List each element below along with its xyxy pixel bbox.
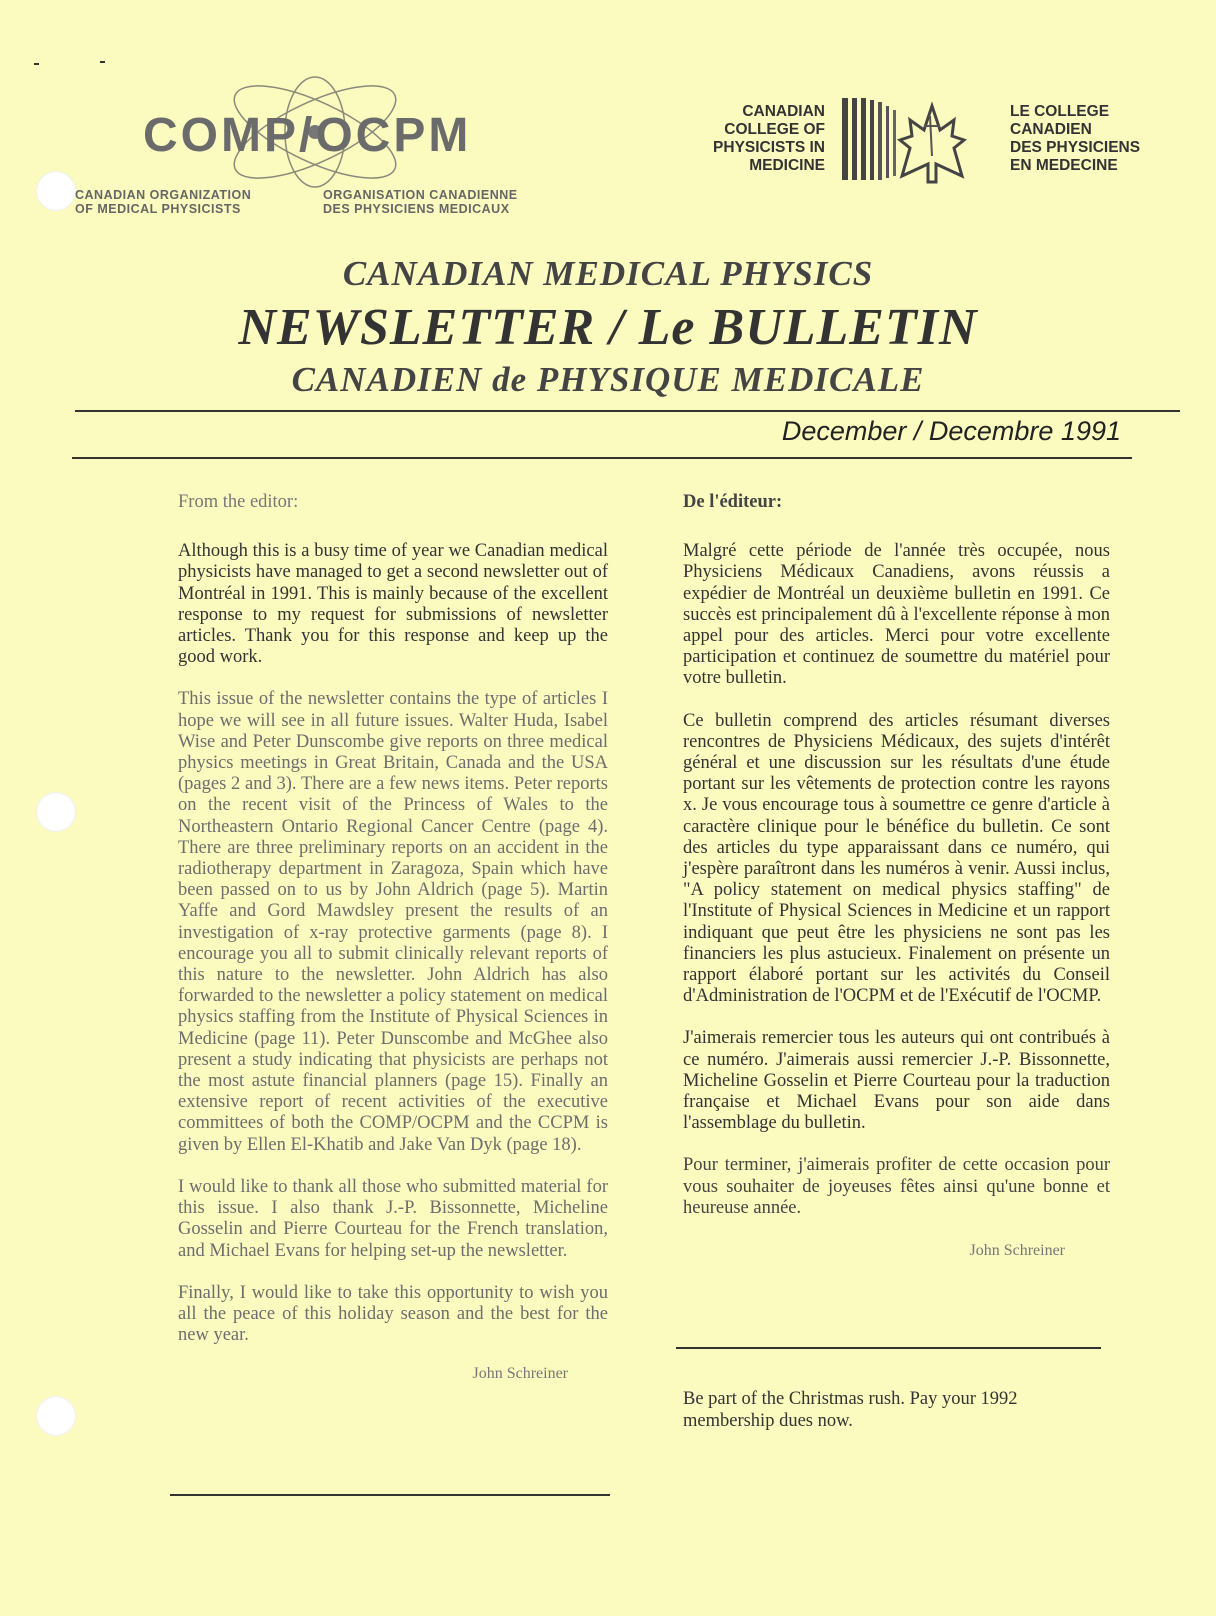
english-signature: John Schreiner — [472, 1365, 568, 1383]
english-paragraph: I would like to thank all those who submitted material for this issue. I also thank J.-P. Bissonnette, Micheline Gosselin and Pierre Courteau for the French translation, and Michael Evans for helping set-up the newsletter. — [178, 1176, 608, 1261]
english-editorial — [178, 492, 608, 1385]
french-paragraph: Pour terminer, j'aimerais profiter de cette occasion pour vous souhaiter de joyeuses fêtes ainsi qu'une bonne et heureuse année. — [683, 1155, 1110, 1218]
english-paragraph: This issue of the newsletter contains the type of articles I hope we will see in all future issues. Walter Huda, Isabel Wise and Peter Dunscombe give reports on three medical physics meetings in Great Britain, Canada and the USA (pages 2 and 3). There are a few news items. Peter reports on the recent visit of the Princess of Wales to the Northeastern Ontario Regional Cancer Centre (page 4). There are three preliminary reports on an accident in the radiotherapy department in Zaragoza, Spain which have been passed on to us by John Aldrich (page 5). Martin Yaffe and Gord Mawdsley present the results of an investigation of x-ray protective garments (page 8). I encourage you all to submit clinically relevant reports of this nature to the newsletter. John Aldrich has also forwarded to the newsletter a policy statement on medical physics staffing from the Institute of Physical Sciences in Medicine (page 11). Peter Dunscombe and McGhee also present a study indicating that physicists are perhaps not the most astute financial planners (page 15). Finally an extensive report of recent activities of the executive committees of both the COMP/OCPM and the CCPM is given by Ellen El-Khatib and Jake Van Dyk (page 18). — [178, 689, 608, 1155]
english-heading: From the editor: — [178, 492, 299, 512]
french-signature: John Schreiner — [969, 1242, 1065, 1260]
membership-dues-callout: Be part of the Christmas rush. Pay your 1992 membership dues now. — [683, 1389, 1018, 1431]
issue-date: December / Decembre 1991 — [781, 416, 1121, 446]
punch-hole — [36, 792, 76, 832]
left-column-end-rule — [170, 1494, 610, 1496]
punch-hole — [36, 1396, 76, 1436]
english-paragraph: Finally, I would like to take this opportunity to wish you all the peace of this holiday season and the best for the new year. — [178, 1282, 608, 1346]
speck — [34, 63, 39, 65]
french-heading: De l'éditeur: — [683, 492, 783, 512]
masthead-title: NEWSLETTER / Le BULLETIN — [238, 299, 978, 356]
ccpm-french-name: LE COLLEGE CANADIEN DES PHYSICIENS EN MEDECINE — [1010, 103, 1141, 174]
punch-hole — [36, 171, 76, 211]
french-paragraph: J'aimerais remercier tous les auteurs qui ont contribués à ce numéro. J'aimerais aussi remercier J.-P. Bissonnette, Micheline Gosselin et Pierre Courteau pour la traduction française et Michael Evans pour son aide dans l'assemblage du bulletin. — [683, 1028, 1110, 1134]
comp-logo-text: COMP/OCPM — [143, 109, 472, 162]
french-paragraph: Malgré cette période de l'année très occupée, nous Physiciens Médicaux Canadiens, avons réussis a expédier de Montréal un deuxième bulletin en 1991. Ce succès est principalement dû à l'excellente réponse à mon appel pour des articles. Merci pour votre excellente participation et continuez de soumettre du matériel pour votre bulletin. — [683, 541, 1110, 689]
comp-french-name: ORGANISATION CANADIENNE DES PHYSICIENS MEDICAUX — [323, 188, 518, 216]
english-paragraph: Although this is a busy time of year we Canadian medical physicists have managed to get a second newsletter out of Montréal in 1991. This is mainly because of the excellent response to my request for submissions of newsletter articles. Thank you for this response and keep up the good work. — [178, 541, 608, 668]
masthead-bottom-rule — [72, 457, 1132, 459]
french-editorial — [683, 492, 1110, 1261]
speck — [100, 61, 105, 63]
masthead-top-rule — [75, 410, 1180, 412]
comp-english-name: CANADIAN ORGANIZATION OF MEDICAL PHYSICISTS — [75, 188, 252, 216]
ccpm-maple-leaf-emblem-icon — [840, 96, 1010, 186]
right-column-end-rule — [676, 1347, 1101, 1349]
french-paragraph: Ce bulletin comprend des articles résumant diverses rencontres de Physiciens Médicaux, des sujets d'intérêt général et une discussion sur les résultats d'une étude portant sur les vêtements de protection contre les rayons x. Je vous encourage tous à soumettre ce genre d'article à caractère clinique pour le bénéfice du bulletin. Ce sont des articles du type apparaissant dans ce numéro, qui j'espère paraîtront dans les numéros à venir. Aussi inclus, "A policy statement on medical physics staffing" de l'Institute of Physical Sciences in Medicine et un rapport indiquant que peut être les physiciens ne sont pas les financiers les plus astucieux. Finalement on présente un rapport élaboré portant sur les activités du Conseil d'Administration de l'OCPM et de l'Exécutif de l'OCMP. — [683, 710, 1110, 1007]
masthead-line-1: CANADIAN MEDICAL PHYSICS — [342, 254, 874, 293]
masthead-line-3: CANADIEN de PHYSIQUE MEDICALE — [291, 360, 925, 399]
ccpm-english-name: CANADIAN COLLEGE OF PHYSICISTS IN MEDICINE — [713, 103, 825, 174]
comp-ocpm-logo — [75, 70, 575, 230]
